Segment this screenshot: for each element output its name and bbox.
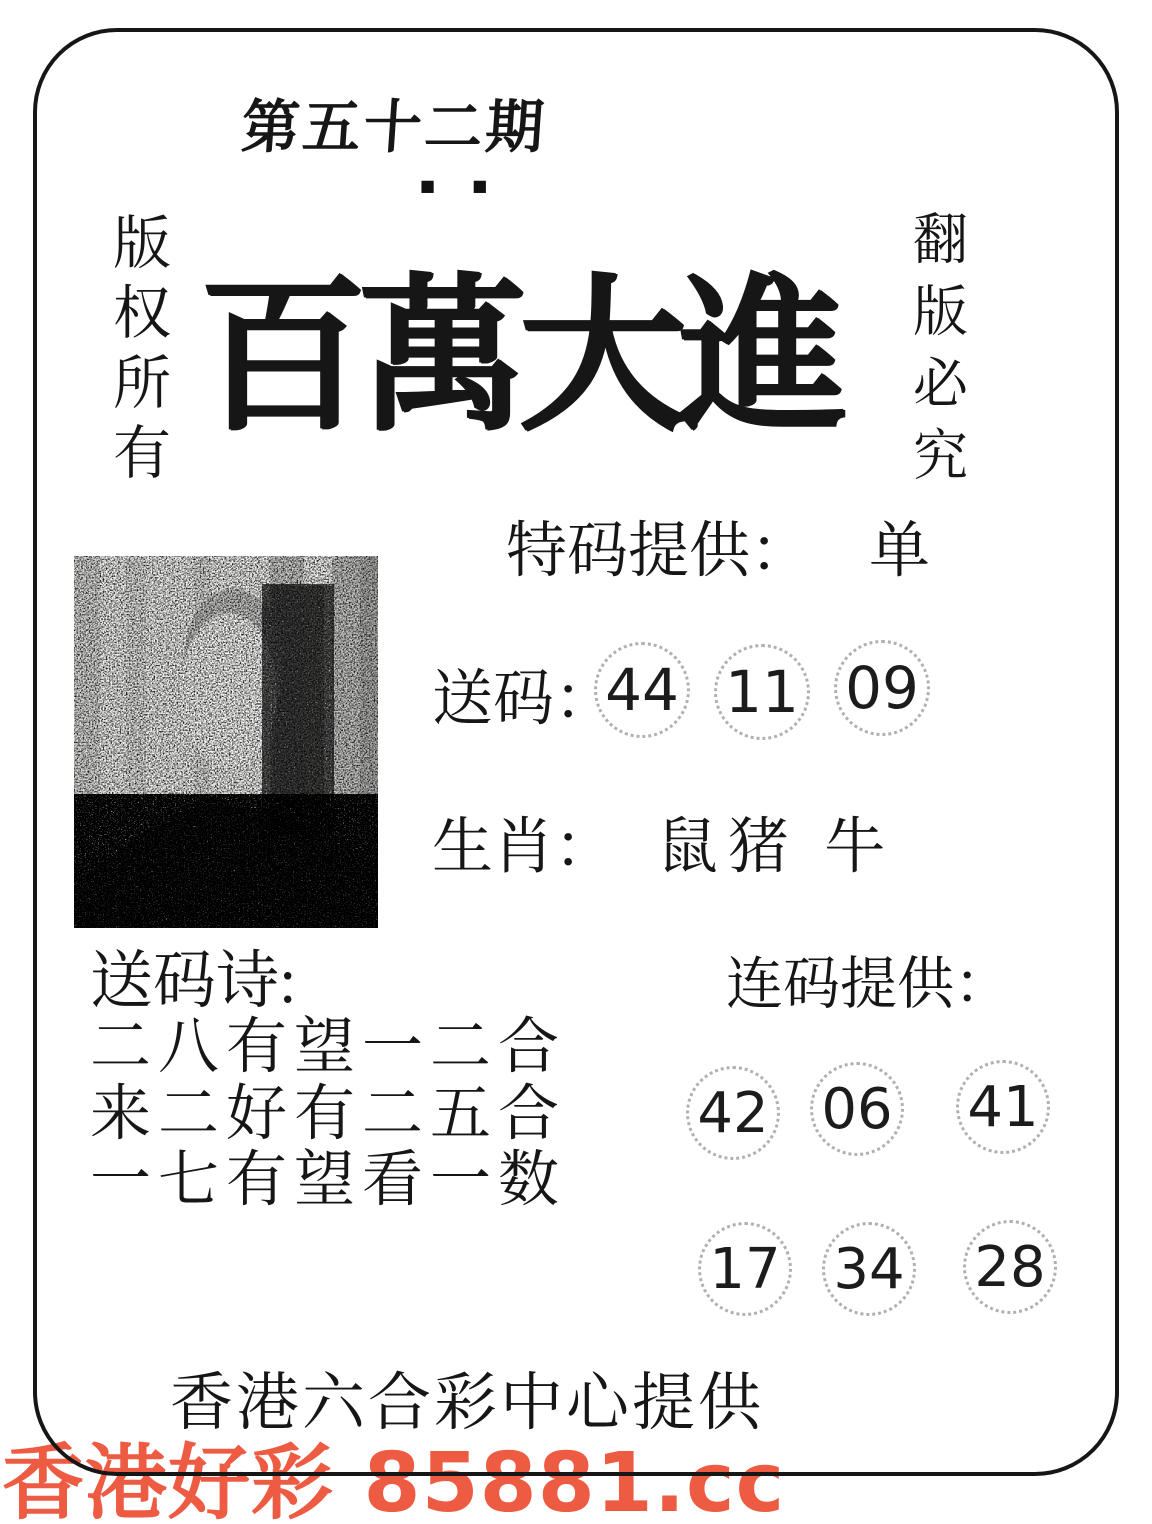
poem-line: 二八有望一二合 [90,1014,567,1081]
lianma-number: 06 [821,1076,893,1142]
watermark-text: 香港好彩 85881.cc [2,1436,786,1524]
lianma-number: 42 [697,1080,769,1146]
zodiac-label: 生肖： [432,814,616,881]
anti-piracy-vertical-text: 翻版必究 [905,210,966,498]
lianma-number: 41 [967,1074,1039,1140]
zodiac-value: 鼠猪 牛 [657,814,896,881]
lianma-number: 28 [974,1234,1046,1300]
copyright-vertical-text: 版权所有 [104,212,169,492]
poem-line: 来二好有二五合 [90,1081,567,1148]
lianma-number: 34 [833,1236,905,1302]
main-title: 百萬大進 [198,265,838,451]
poem-line: 一七有望看一数 [90,1147,567,1214]
card-border [33,28,1119,1476]
lianma-label: 连码提供： [726,953,1011,1016]
lianma-number: 17 [709,1236,781,1302]
send-code-number: 44 [605,656,679,724]
special-code-label: 特码提供： [506,518,812,585]
poem-title: 送码诗: [90,946,297,1016]
send-code-number: 11 [725,658,799,726]
provider-line: 香港六合彩中心提供 [170,1368,764,1438]
send-code-label: 送码： [432,666,616,733]
issue-title: 第五十二期 [239,95,549,160]
send-code-number: 09 [845,654,919,722]
title-dots: ■ ■ [420,176,504,195]
special-code-value: 单 [869,518,931,585]
